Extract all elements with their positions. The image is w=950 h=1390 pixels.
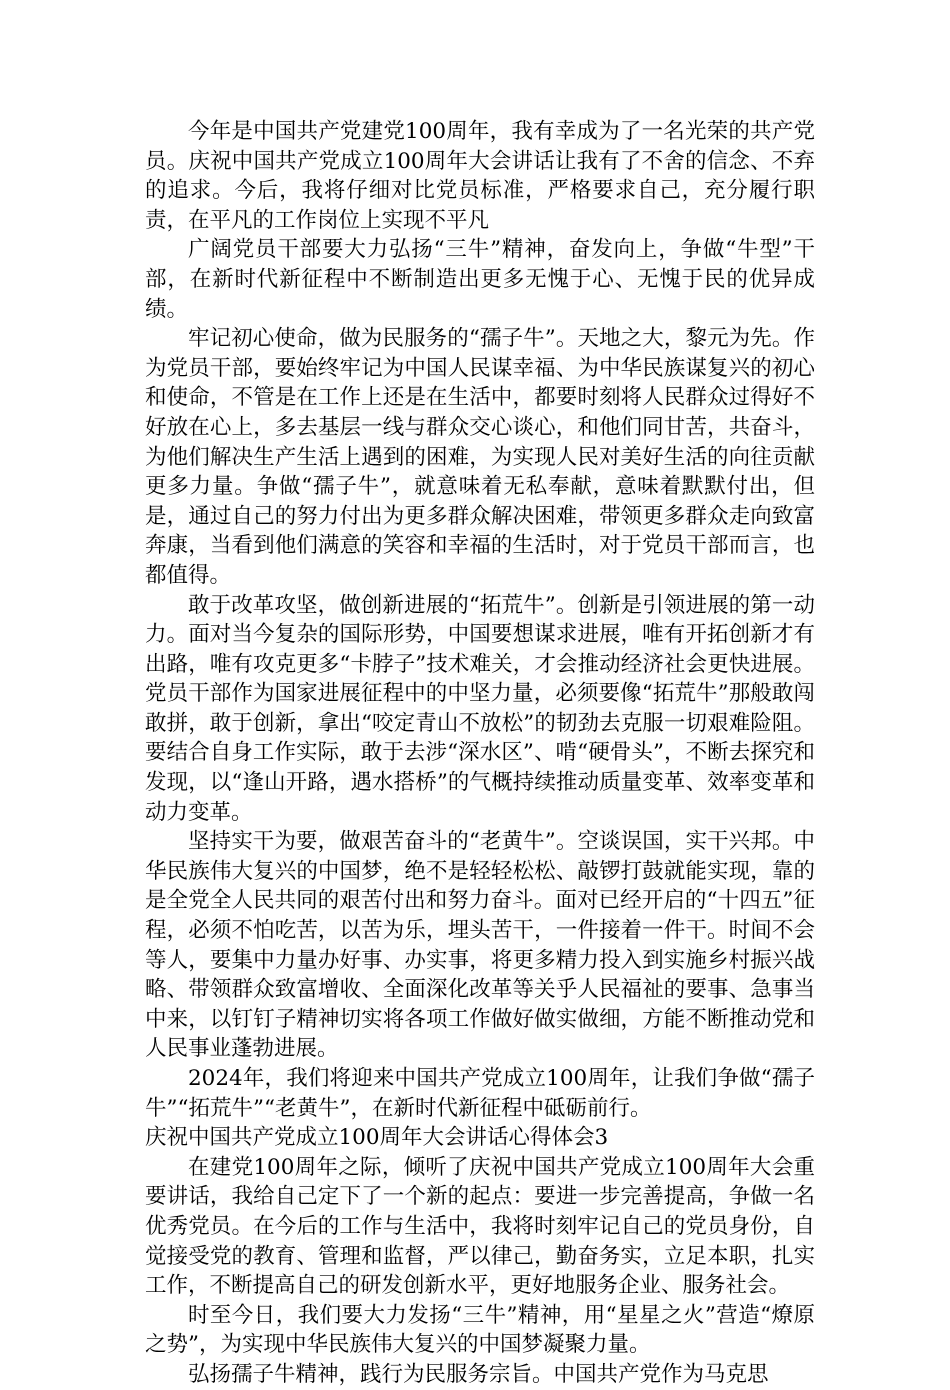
paragraph-9: 弘扬孺子牛精神，践行为民服务宗旨。中国共产党作为马克思 [188,1361,769,1387]
paragraph-8: 时至今日，我们要大力发扬“三牛”精神，用“星星之火”营造“燎原之势”，为实现中华民族伟大复兴的中国梦凝聚力量。 [145,1302,815,1358]
section-heading: 庆祝中国共产党成立100周年大会讲话心得体会3 [145,1125,609,1151]
paragraph-1: 今年是中国共产党建党100周年，我有幸成为了一名光荣的共产党员。庆祝中国共产党成立100周年大会讲话让我有了不舍的信念、不弃的追求。今后，我将仔细对比党员标准，严格要求自己，充分履行职责，在平凡的工作岗位上实现不平凡 [145,119,815,233]
paragraph-7: 在建党100周年之际，倾听了庆祝中国共产党成立100周年大会重要讲话，我给自己定下了一个新的起点：要进一步完善提高，争做一名优秀党员。在今后的工作与生活中，我将时刻牢记自己的党员身份，自觉接受党的教育、管理和监督，严以律己，勤奋务实，立足本职，扎实工作，不断提高自己的研发创新水平，更好地服务企业、服务社会。 [145,1154,815,1299]
document-body [145,117,815,1390]
paragraph-5: 坚持实干为要，做艰苦奋斗的“老黄牛”。空谈误国，实干兴邦。中华民族伟大复兴的中国梦，绝不是轻轻松松、敲锣打鼓就能实现，靠的是全党全人民共同的艰苦付出和努力奋斗。面对已经开启的“十四五”征程，必须不怕吃苦，以苦为乐，埋头苦干，一件接着一件干。时间不会等人，要集中力量办好事、办实事，将更多精力投入到实施乡村振兴战略、带领群众致富增收、全面深化改革等关乎人民福祉的要事、急事当中来，以钉钉子精神切实将各项工作做好做实做细，方能不断推动党和人民事业蓬勃进展。 [145,829,815,1062]
paragraph-2: 广阔党员干部要大力弘扬“三牛”精神，奋发向上，争做“牛型”干部，在新时代新征程中不断制造出更多无愧于心、无愧于民的优异成绩。 [145,237,815,322]
paragraph-3: 牢记初心使命，做为民服务的“孺子牛”。天地之大，黎元为先。作为党员干部，要始终牢记为中国人民谋幸福、为中华民族谋复兴的初心和使命，不管是在工作上还是在生活中，都要时刻将人民群众过得好不好放在心上，多去基层一线与群众交心谈心，和他们同甘苦，共奋斗，为他们解决生产生活上遇到的困难，为实现人民对美好生活的向往贡献更多力量。争做“孺子牛”，就意味着无私奉献，意味着默默付出，但是，通过自己的努力付出为更多群众解决困难，带领更多群众走向致富奔康，当看到他们满意的笑容和幸福的生活时，对于党员干部而言，也都值得。 [145,326,815,588]
paragraph-4: 敢于改革攻坚，做创新进展的“拓荒牛”。创新是引领进展的第一动力。面对当今复杂的国际形势，中国要想谋求进展，唯有开拓创新才有出路，唯有攻克更多“卡脖子”技术难关，才会推动经济社会更快进展。党员干部作为国家进展征程中的中坚力量，必须要像“拓荒牛”那般敢闯敢拼，敢于创新，拿出“咬定青山不放松”的韧劲去克服一切艰难险阻。要结合自身工作实际，敢于去涉“深水区”、啃“硬骨头”，不断去探究和发现，以“逢山开路，遇水搭桥”的气概持续推动质量变革、效率变革和动力变革。 [145,592,815,825]
paragraph-6: 2024年，我们将迎来中国共产党成立100周年，让我们争做“孺子牛”“拓荒牛”“老黄牛”，在新时代新征程中砥砺前行。 [145,1066,815,1121]
